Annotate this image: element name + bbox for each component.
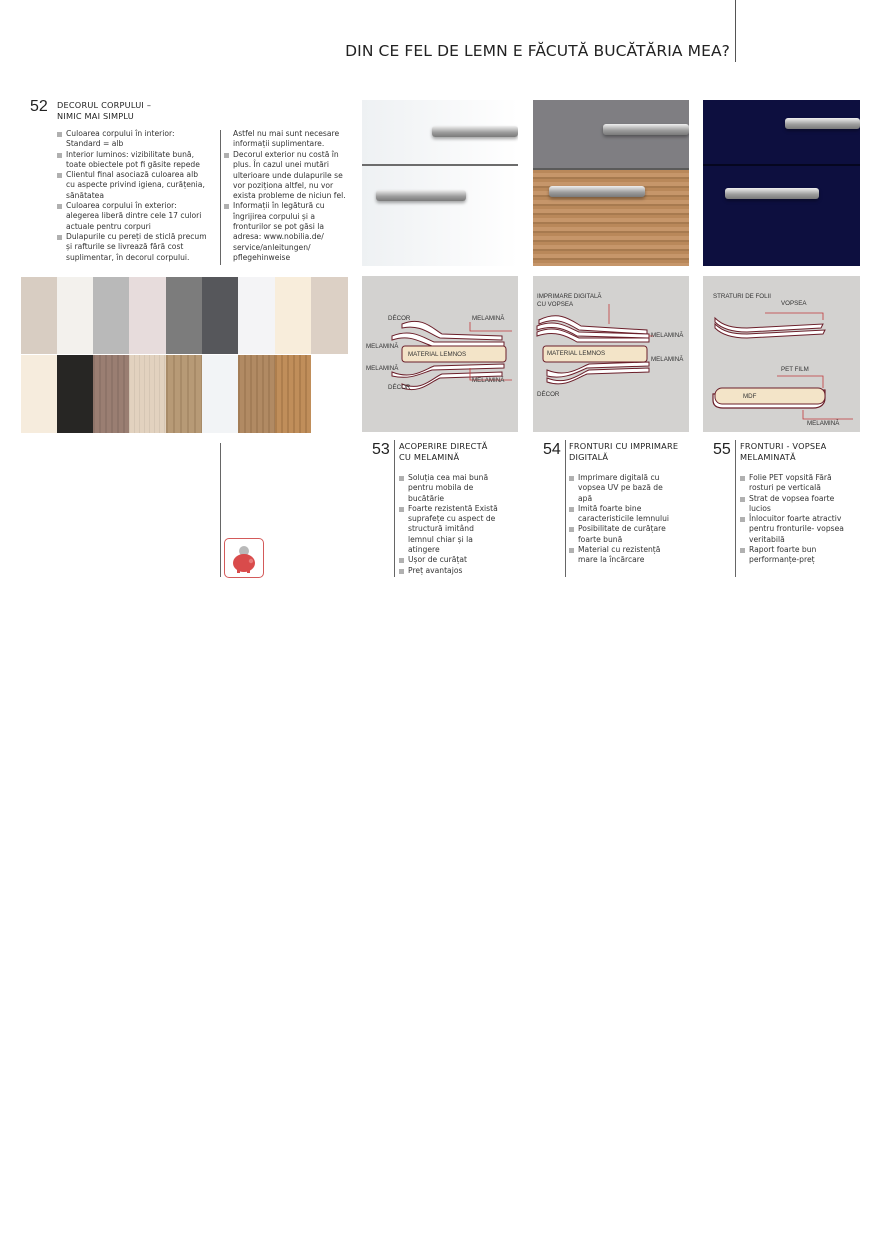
swatch-1	[21, 277, 57, 354]
swatch-5	[166, 277, 202, 354]
swatch-2	[57, 277, 93, 354]
swatch-8	[275, 277, 311, 354]
list-item: Soluția cea mai bună pentru mobila de bucătărie	[399, 473, 499, 504]
section-54-number: 54	[543, 441, 561, 458]
list-item: Informații în legătură cu îngrijirea corpului și a fronturilor se pot găsi la adresa: www.nobilia.de/ service/anleitungen/ pflegehinweise	[224, 201, 348, 263]
diagram-label: VOPSEA	[781, 300, 807, 307]
list-item: Decorul exterior nu costă în plus. În cazul unei mutări ulterioare unde dulapurile se vor poziționa altfel, nu vor exista probleme de niciun fel.	[224, 150, 348, 201]
column-divider	[565, 440, 566, 577]
header-divider	[735, 0, 736, 62]
list-item: Preț avantajos	[399, 566, 499, 576]
list-item: Strat de vopsea foarte lucios	[740, 494, 858, 515]
section-54-heading-line2: DIGITALĂ	[569, 451, 609, 462]
diagram-label: MATERIAL LEMNOS	[408, 351, 467, 358]
list-item: Posibilitate de curățare foarte bună	[569, 524, 679, 545]
section-52-heading-line2: NIMIC MAI SIMPLU	[57, 110, 134, 121]
column-divider	[735, 440, 736, 577]
melamine-diagram	[362, 276, 518, 432]
diagram-label: MELAMINĂ	[366, 365, 399, 372]
diagram-label: MDF	[743, 393, 757, 400]
diagram-label: DÉCOR	[388, 315, 411, 322]
diagram-label: STRATURI DE FOLII	[713, 293, 771, 300]
list-item: Ușor de curățat	[399, 555, 499, 565]
swatch-16	[238, 355, 275, 433]
section-55-heading-line2: MELAMINATĂ	[740, 451, 796, 462]
list-item: Interior luminos: vizibilitate bună, toate obiectele pot fi găsite repede	[57, 150, 209, 171]
section-54-bullets	[569, 473, 679, 566]
list-item: Material cu rezistență mare la încărcare	[569, 545, 679, 566]
swatch-15	[202, 355, 238, 433]
list-item: Înlocuitor foarte atractiv pentru fronturile- vopsea veritabilă	[740, 514, 858, 545]
list-item: Raport foarte bun performanțe-preț	[740, 545, 858, 566]
list-item: Folie PET vopsită Fără rosturi pe verticală	[740, 473, 858, 494]
swatch-7	[238, 277, 275, 354]
swatch-6	[202, 277, 238, 354]
diagram-label: MELAMINĂ	[472, 315, 505, 322]
diagram-label: MATERIAL LEMNOS	[547, 350, 606, 357]
piggy-bank-icon	[224, 538, 264, 578]
section-52-col2-bullets	[224, 150, 348, 263]
list-item: Imită foarte bine caracteristicile lemnului	[569, 504, 679, 525]
section-55-number: 55	[713, 441, 731, 458]
section-53-heading-line2: CU MELAMINĂ	[399, 451, 460, 462]
swatch-4	[129, 277, 166, 354]
diagram-label: MELAMINĂ	[472, 377, 505, 384]
list-item: Foarte rezistentă Există suprafețe cu aspect de structură imitând lemnul chiar și la atingere	[399, 504, 499, 555]
swatch-9	[311, 277, 348, 354]
pet-film-diagram	[703, 276, 860, 432]
page-title: DIN CE FEL DE LEMN E FĂCUTĂ BUCĂTĂRIA MEA?	[345, 42, 730, 60]
section-55-heading	[740, 441, 860, 462]
section-52-bullets	[57, 129, 209, 263]
section-55-bullets	[740, 473, 858, 566]
section-55-heading-line1: FRONTURI - VOPSEA	[740, 441, 827, 451]
column-divider	[394, 440, 395, 577]
list-item: Clientul final asociază culoarea alb cu aspecte privind igiena, curățenia, sănătatea	[57, 170, 209, 201]
section-52-heading-line1: DECORUL CORPULUI –	[57, 100, 152, 110]
section-52-heading	[57, 100, 217, 121]
section-53-bullets	[399, 473, 499, 576]
swatch-10	[21, 355, 57, 433]
section-53-heading-line1: ACOPERIRE DIRECTĂ	[399, 441, 488, 451]
diagram-label: MELAMINĂ	[807, 420, 840, 427]
navy-front-photo	[703, 100, 860, 266]
digital-print-diagram	[533, 276, 689, 432]
column-divider	[220, 443, 221, 577]
section-54-heading	[569, 441, 689, 462]
section-52-number: 52	[30, 98, 48, 115]
white-front-photo	[362, 100, 518, 266]
section-53-heading	[399, 441, 519, 462]
diagram-label: MELAMINĂ	[651, 332, 684, 339]
list-item: Culoarea corpului în exterior: alegerea liberă dintre cele 17 culori actuale pentru corpuri	[57, 201, 209, 232]
column-divider	[220, 130, 221, 265]
diagram-label: DÉCOR	[537, 391, 560, 398]
swatch-14	[166, 355, 202, 433]
swatch-3	[93, 277, 129, 354]
grey-wood-front-photo	[533, 100, 689, 266]
diagram-label: MELAMINĂ	[651, 356, 684, 363]
color-swatch-grid	[21, 277, 348, 433]
list-item: Dulapurile cu pereți de sticlă precum și rafturile se livrează fără cost suplimentar, în decorul corpului.	[57, 232, 209, 263]
section-54-heading-line1: FRONTURI CU IMPRIMARE	[569, 441, 679, 451]
section-52-col2-intro: Astfel nu mai sunt necesare informații suplimentare.	[233, 129, 340, 149]
list-item: Culoarea corpului în interior: Standard = alb	[57, 129, 209, 150]
piggy-bank-icon-graphic	[225, 539, 263, 577]
diagram-label: CU VOPSEA	[537, 301, 574, 308]
section-53-number: 53	[372, 441, 390, 458]
swatch-12	[93, 355, 129, 433]
diagram-label: IMPRIMARE DIGITALĂ	[537, 293, 602, 300]
swatch-11	[57, 355, 93, 433]
list-item: Imprimare digitală cu vopsea UV pe bază de apă	[569, 473, 679, 504]
swatch-17	[275, 355, 311, 433]
diagram-label: MELAMINĂ	[366, 343, 399, 350]
diagram-label: PET FILM	[781, 366, 809, 373]
diagram-label: DÉCOR	[388, 384, 411, 391]
swatch-13	[129, 355, 166, 433]
